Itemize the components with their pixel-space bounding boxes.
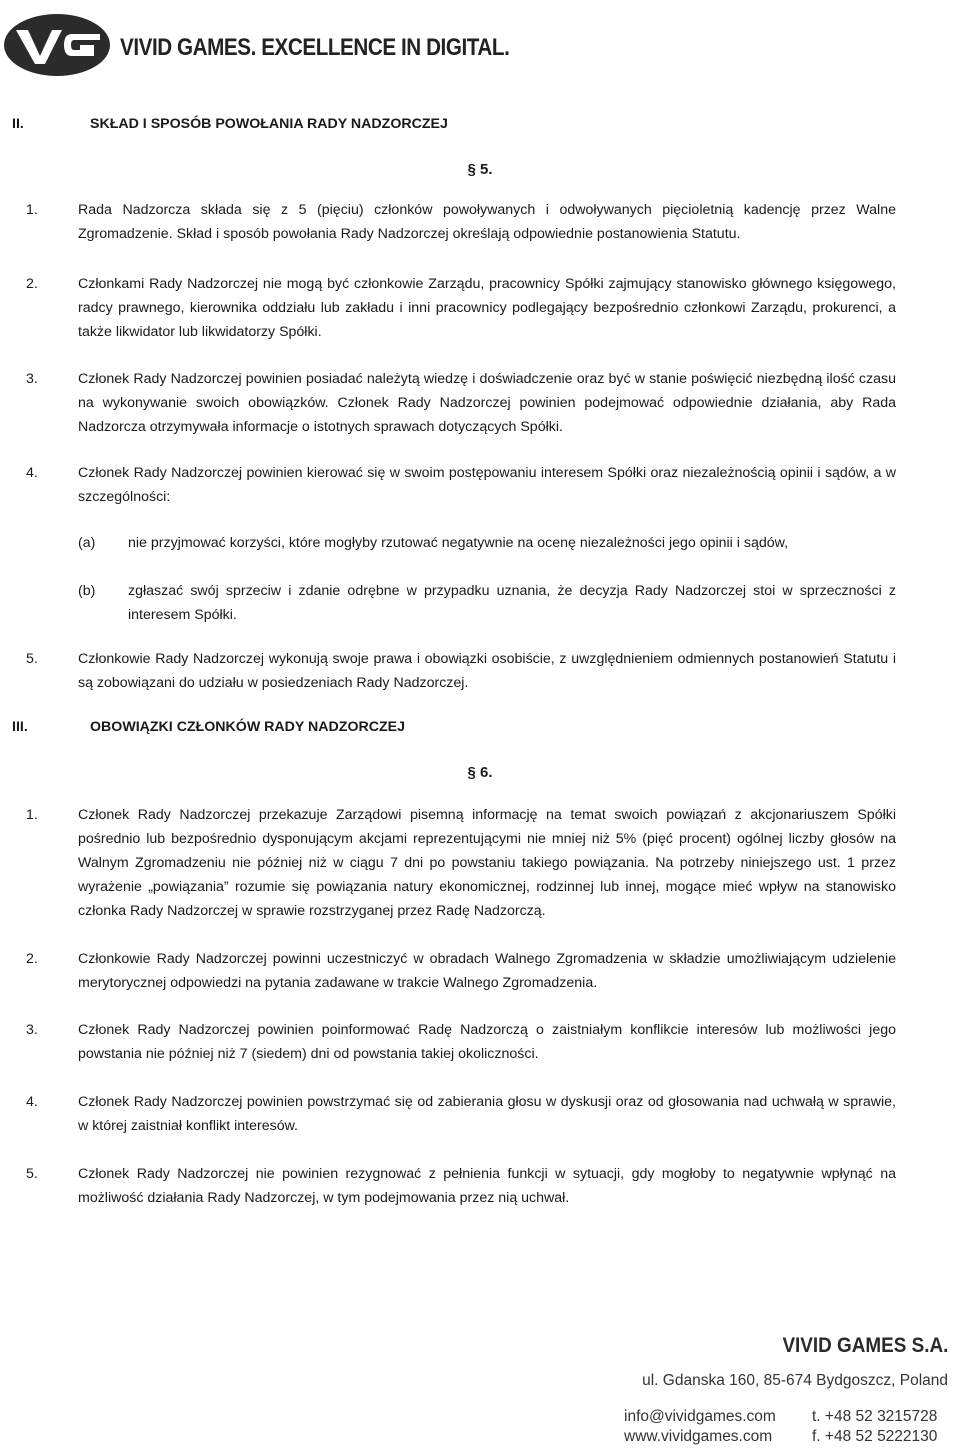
section-title: OBOWIĄZKI CZŁONKÓW RADY NADZORCZEJ <box>90 719 405 735</box>
item-text: Członek Rady Nadzorczej powinien kierować się w swoim postępowaniu interesem Spółki oraz niezależnością opinii i sądów, a w szczególności: <box>78 465 896 505</box>
list-item <box>0 272 960 344</box>
vg-logo-icon <box>2 12 112 78</box>
footer-email[interactable]: info@vividgames.com <box>624 1408 776 1425</box>
section-title: SKŁAD I SPOSÓB POWOŁANIA RADY NADZORCZEJ <box>90 116 448 132</box>
document-body <box>0 112 960 1210</box>
list-item <box>0 461 960 509</box>
item-number: 4. <box>26 465 38 481</box>
item-number: 5. <box>26 651 38 667</box>
sub-item <box>0 531 960 555</box>
item-text: Członek Rady Nadzorczej nie powinien rezygnować z pełnienia funkcji w sytuacji, gdy mogłoby to negatywnie wpłynąć na możliwość działania Rady Nadzorczej, w tym podejmowania przez nią uchwał. <box>78 1166 896 1206</box>
list-item <box>0 1090 960 1138</box>
list-item <box>0 947 960 995</box>
footer-phone: t. +48 52 3215728 <box>812 1408 938 1425</box>
item-text: Rada Nadzorcza składa się z 5 (pięciu) członków powoływanych i odwoływanych pięcioletnią kadencję przez Walne Zgromadzenie. Skład i sposób powołania Rady Nadzorczej określają odpowiednie postanowienia Statutu. <box>78 202 896 242</box>
list-item <box>0 367 960 439</box>
item-number: 1. <box>26 202 38 218</box>
section-number: II. <box>12 116 24 132</box>
paragraph-mark: § 5. <box>467 161 493 178</box>
list-item <box>0 1162 960 1210</box>
sub-item-letter: (a) <box>78 535 96 551</box>
letterhead-header <box>0 0 960 90</box>
list-item <box>0 198 960 246</box>
footer-company-name: VIVID GAMES S.A. <box>782 1334 948 1357</box>
item-text: Członek Rady Nadzorczej przekazuje Zarządowi pisemną informację na temat swoich powiązań z akcjonariuszem Spółki pośrednio lub bezpośrednio dysponującym akcjami reprezentującymi nie mniej niż 5% (pięć procent) ogólnej liczby głosów na Walnym Zgromadzeniu nie później niż w ciągu 7 dni po powstaniu takiego powiązania. Na potrzeby niniejszego ust. 1 przez wyrażenie „powiązania” rozumie się powiązania natury ekonomicznej, rodzinnej lub innej, mogące mieć wpływ na stanowisko członka Rady Nadzorczej w sprawie rozstrzyganej przez Radę Nadzorczą. <box>78 807 896 919</box>
item-number: 2. <box>26 951 38 967</box>
list-item <box>0 1018 960 1066</box>
item-number: 2. <box>26 276 38 292</box>
sub-item <box>0 579 960 627</box>
footer-website[interactable]: www.vividgames.com <box>624 1428 773 1445</box>
item-text: Członek Rady Nadzorczej powinien posiadać należytą wiedzę i doświadczenie oraz być w stanie poświęcić niezbędną ilość czasu na wykonywanie swoich obowiązków. Członek Rady Nadzorczej powinien podejmować odpowiednie działania, aby Rada Nadzorcza otrzymywała informacje o istotnych sprawach dotyczących Spółki. <box>78 371 896 435</box>
letterhead-footer <box>0 1320 960 1456</box>
item-text: Członek Rady Nadzorczej powinien powstrzymać się od zabierania głosu w dyskusji oraz od głosowania nad uchwałą w sprawie, w której zaistniał konflikt interesów. <box>78 1094 896 1134</box>
item-number: 3. <box>26 1022 38 1038</box>
section-heading <box>0 112 960 136</box>
item-number: 1. <box>26 807 38 823</box>
sub-item-letter: (b) <box>78 583 96 599</box>
company-tagline: VIVID GAMES. EXCELLENCE IN DIGITAL. <box>120 34 510 61</box>
sub-item-text: zgłaszać swój sprzeciw i zdanie odrębne w przypadku uznania, że decyzja Rady Nadzorczej stoi w sprzeczności z interesem Spółki. <box>128 583 896 623</box>
item-text: Członkowie Rady Nadzorczej powinni uczestniczyć w obradach Walnego Zgromadzenia w składzie umożliwiającym udzielenie merytorycznej odpowiedzi na pytania zadawane w trakcie Walnego Zgromadzenia. <box>78 951 896 991</box>
sub-item-text: nie przyjmować korzyści, które mogłyby rzutować negatywnie na ocenę niezależności jego opinii i sądów, <box>128 535 789 551</box>
item-text: Członkami Rady Nadzorczej nie mogą być członkowie Zarządu, pracownicy Spółki zajmujący stanowisko głównego księgowego, radcy prawnego, kierownika oddziału lub zakładu i inni pracownicy podlegający bezpośrednio członkowi Zarządu, prokurenci, a także likwidator lub likwidatorzy Spółki. <box>78 276 896 340</box>
item-text: Członkowie Rady Nadzorczej wykonują swoje prawa i obowiązki osobiście, z uwzględnieniem odmiennych postanowień Statutu i są zobowiązani do udziału w posiedzeniach Rady Nadzorczej. <box>78 651 896 691</box>
footer-fax: f. +48 52 5222130 <box>812 1428 938 1445</box>
item-number: 3. <box>26 371 38 387</box>
paragraph-mark: § 6. <box>467 764 493 781</box>
list-item <box>0 647 960 695</box>
item-text: Członek Rady Nadzorczej powinien poinformować Radę Nadzorczą o zaistniałym konflikcie interesów lub możliwości jego powstania nie później niż 7 (siedem) dni od powstania takiej okoliczności. <box>78 1022 896 1062</box>
footer-address: ul. Gdanska 160, 85-674 Bydgoszcz, Poland <box>642 1372 948 1389</box>
section-number: III. <box>12 719 28 735</box>
list-item <box>0 803 960 923</box>
item-number: 4. <box>26 1094 38 1110</box>
item-number: 5. <box>26 1166 38 1182</box>
section-heading <box>0 715 960 739</box>
